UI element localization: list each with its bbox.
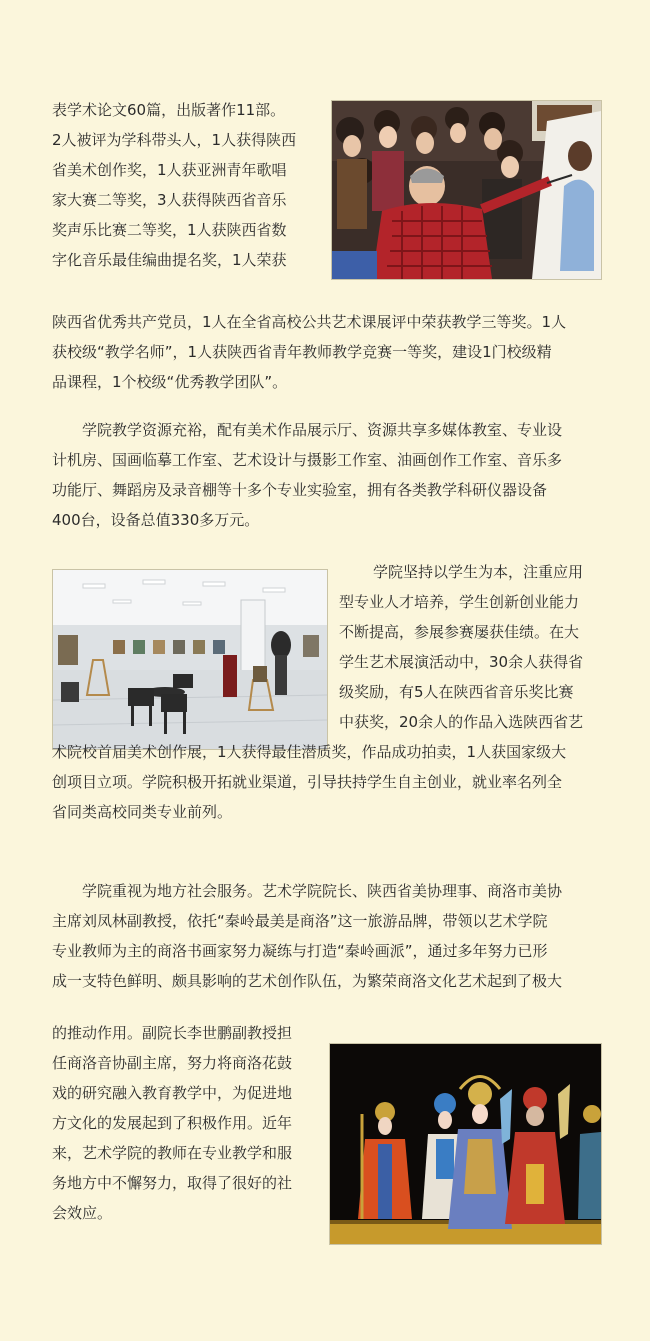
text-line: 级奖励，有5人在陕西省音乐奖比赛	[339, 683, 574, 701]
text-line: 400台，设备总值330多万元。	[52, 511, 260, 529]
text-line: 省美术创作奖，1人获亚洲青年歌唱	[52, 161, 287, 179]
text-line: 会效应。	[52, 1204, 113, 1222]
text-line: 型专业人才培养，学生创新创业能力	[339, 593, 580, 611]
text-line: 专业教师为主的商洛书画家努力凝练与打造“秦岭画派”，通过多年努力已形	[52, 942, 548, 960]
paragraph-block-7	[52, 1018, 292, 1228]
text-line: 2人被评为学科带头人，1人获得陕西	[52, 131, 297, 149]
text-line: 品课程，1个校级“优秀教学团队”。	[52, 373, 288, 391]
text-line: 表学术论文60篇，出版著作11部。	[52, 101, 286, 119]
paragraph-block-5	[52, 737, 566, 827]
text-line: 功能厅、舞蹈房及录音棚等十多个专业实验室，拥有各类教学科研仪器设备	[52, 481, 548, 499]
text-line: 方文化的发展起到了积极作用。近年	[52, 1114, 293, 1132]
text-line: 省同类高校同类专业前列。	[52, 803, 233, 821]
text-line: 成一支特色鲜明、颇具影响的艺术创作队伍，为繁荣商洛文化艺术起到了极大	[52, 972, 563, 990]
text-line: 学院教学资源充裕，配有美术作品展示厅、资源共享多媒体教室、专业设	[82, 421, 563, 439]
text-line: 字化音乐最佳编曲提名奖，1人荣获	[52, 251, 287, 269]
text-line: 来，艺术学院的教师在专业教学和服	[52, 1144, 293, 1162]
text-line: 不断提高，参展参赛屡获佳绩。在大	[339, 623, 580, 641]
text-line: 家大赛二等奖，3人获得陕西省音乐	[52, 191, 287, 209]
text-line: 务地方中不懈努力，取得了很好的社	[52, 1174, 293, 1192]
text-line: 陕西省优秀共产党员，1人在全省高校公共艺术课展评中荣获教学三等奖。1人	[52, 313, 567, 331]
text-line: 创项目立项。学院积极开拓就业渠道，引导扶持学生自主创业，就业率名列全	[52, 773, 563, 791]
gallery-hall-photo	[52, 569, 328, 750]
opera-performance-photo	[329, 1043, 602, 1245]
text-line: 学院坚持以学生为本，注重应用	[373, 563, 584, 581]
text-line: 戏的研究融入教育教学中，为促进地	[52, 1084, 293, 1102]
paragraph-block-1	[52, 95, 296, 275]
text-line: 主席刘凤林副教授，依托“秦岭最美是商洛”这一旅游品牌，带领以艺术学院	[52, 912, 548, 930]
text-line: 学院重视为地方社会服务。艺术学院院长、陕西省美协理事、商洛市美协	[82, 882, 563, 900]
text-line: 术院校首届美术创作展，1人获得最佳潜质奖，作品成功拍卖，1人获国家级大	[52, 743, 567, 761]
paragraph-block-2	[52, 307, 566, 397]
paragraph-block-4	[339, 557, 583, 737]
text-line: 奖声乐比赛二等奖，1人获陕西省数	[52, 221, 287, 239]
text-line: 获校级“教学名师”，1人获陕西省青年教师教学竞赛一等奖，建设1门校级精	[52, 343, 552, 361]
paragraph-block-3	[52, 415, 562, 535]
text-line: 计机房、国画临摹工作室、艺术设计与摄影工作室、油画创作工作室、音乐多	[52, 451, 563, 469]
text-line: 学生艺术展演活动中，30余人获得省	[339, 653, 584, 671]
text-line: 中获奖，20余人的作品入选陕西省艺	[339, 713, 584, 731]
text-line: 的推动作用。副院长李世鹏副教授担	[52, 1024, 293, 1042]
painting-demonstration-photo	[331, 100, 602, 280]
paragraph-block-6	[52, 876, 562, 996]
text-line: 任商洛音协副主席，努力将商洛花鼓	[52, 1054, 293, 1072]
